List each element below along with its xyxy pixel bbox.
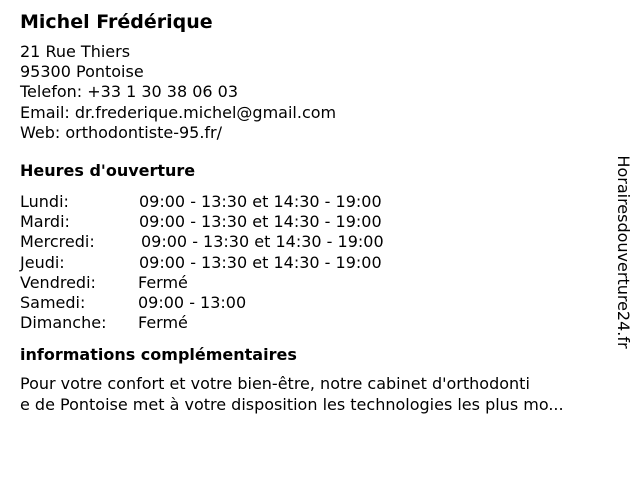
hours-row-thursday	[20, 253, 600, 273]
time-value: 09:00 - 13:30 et 14:30 - 19:00	[139, 192, 382, 212]
day-label: Mercredi:	[20, 232, 95, 252]
hours-row-tuesday	[20, 212, 600, 232]
day-label: Mardi:	[20, 212, 70, 232]
description-line-1: Pour votre confort et votre bien-être, notre cabinet d'orthodonti	[20, 374, 530, 394]
website-link[interactable]: Web: orthodontiste-95.fr/	[20, 122, 223, 142]
day-label: Samedi:	[20, 292, 86, 312]
address-street: 21 Rue Thiers	[20, 42, 131, 61]
time-value: 09:00 - 13:30 et 14:30 - 19:00	[139, 252, 382, 272]
time-value: Fermé	[138, 272, 188, 292]
business-name: Michel Frédérique	[20, 11, 213, 33]
time-value: 09:00 - 13:30 et 14:30 - 19:00	[139, 212, 382, 232]
business-card	[20, 9, 600, 415]
opening-hours-heading: Heures d'ouverture	[20, 161, 196, 181]
day-label: Jeudi:	[20, 252, 65, 272]
time-value: 09:00 - 13:30 et 14:30 - 19:00	[141, 232, 384, 252]
time-value: Fermé	[138, 313, 188, 333]
hours-row-monday	[20, 192, 600, 212]
time-value: 09:00 - 13:00	[138, 292, 247, 312]
day-label: Vendredi:	[20, 272, 96, 292]
hours-row-friday	[20, 273, 600, 293]
day-label: Lundi:	[20, 192, 69, 212]
description-line-2: e de Pontoise met à votre disposition les technologies les plus mo...	[20, 394, 564, 414]
phone-number[interactable]: Telefon: +33 1 30 38 06 03	[20, 82, 239, 102]
hours-row-saturday	[20, 293, 600, 313]
email-address[interactable]: Email: dr.frederique.michel@gmail.com	[20, 102, 337, 122]
hours-row-wednesday	[20, 232, 600, 252]
day-label: Dimanche:	[20, 313, 107, 333]
additional-info-heading: informations complémentaires	[20, 345, 297, 365]
site-watermark: Horairesdouverture24.fr	[614, 155, 633, 349]
address-city: 95300 Pontoise	[20, 62, 144, 82]
hours-row-sunday	[20, 313, 600, 333]
opening-hours-table	[20, 192, 600, 333]
